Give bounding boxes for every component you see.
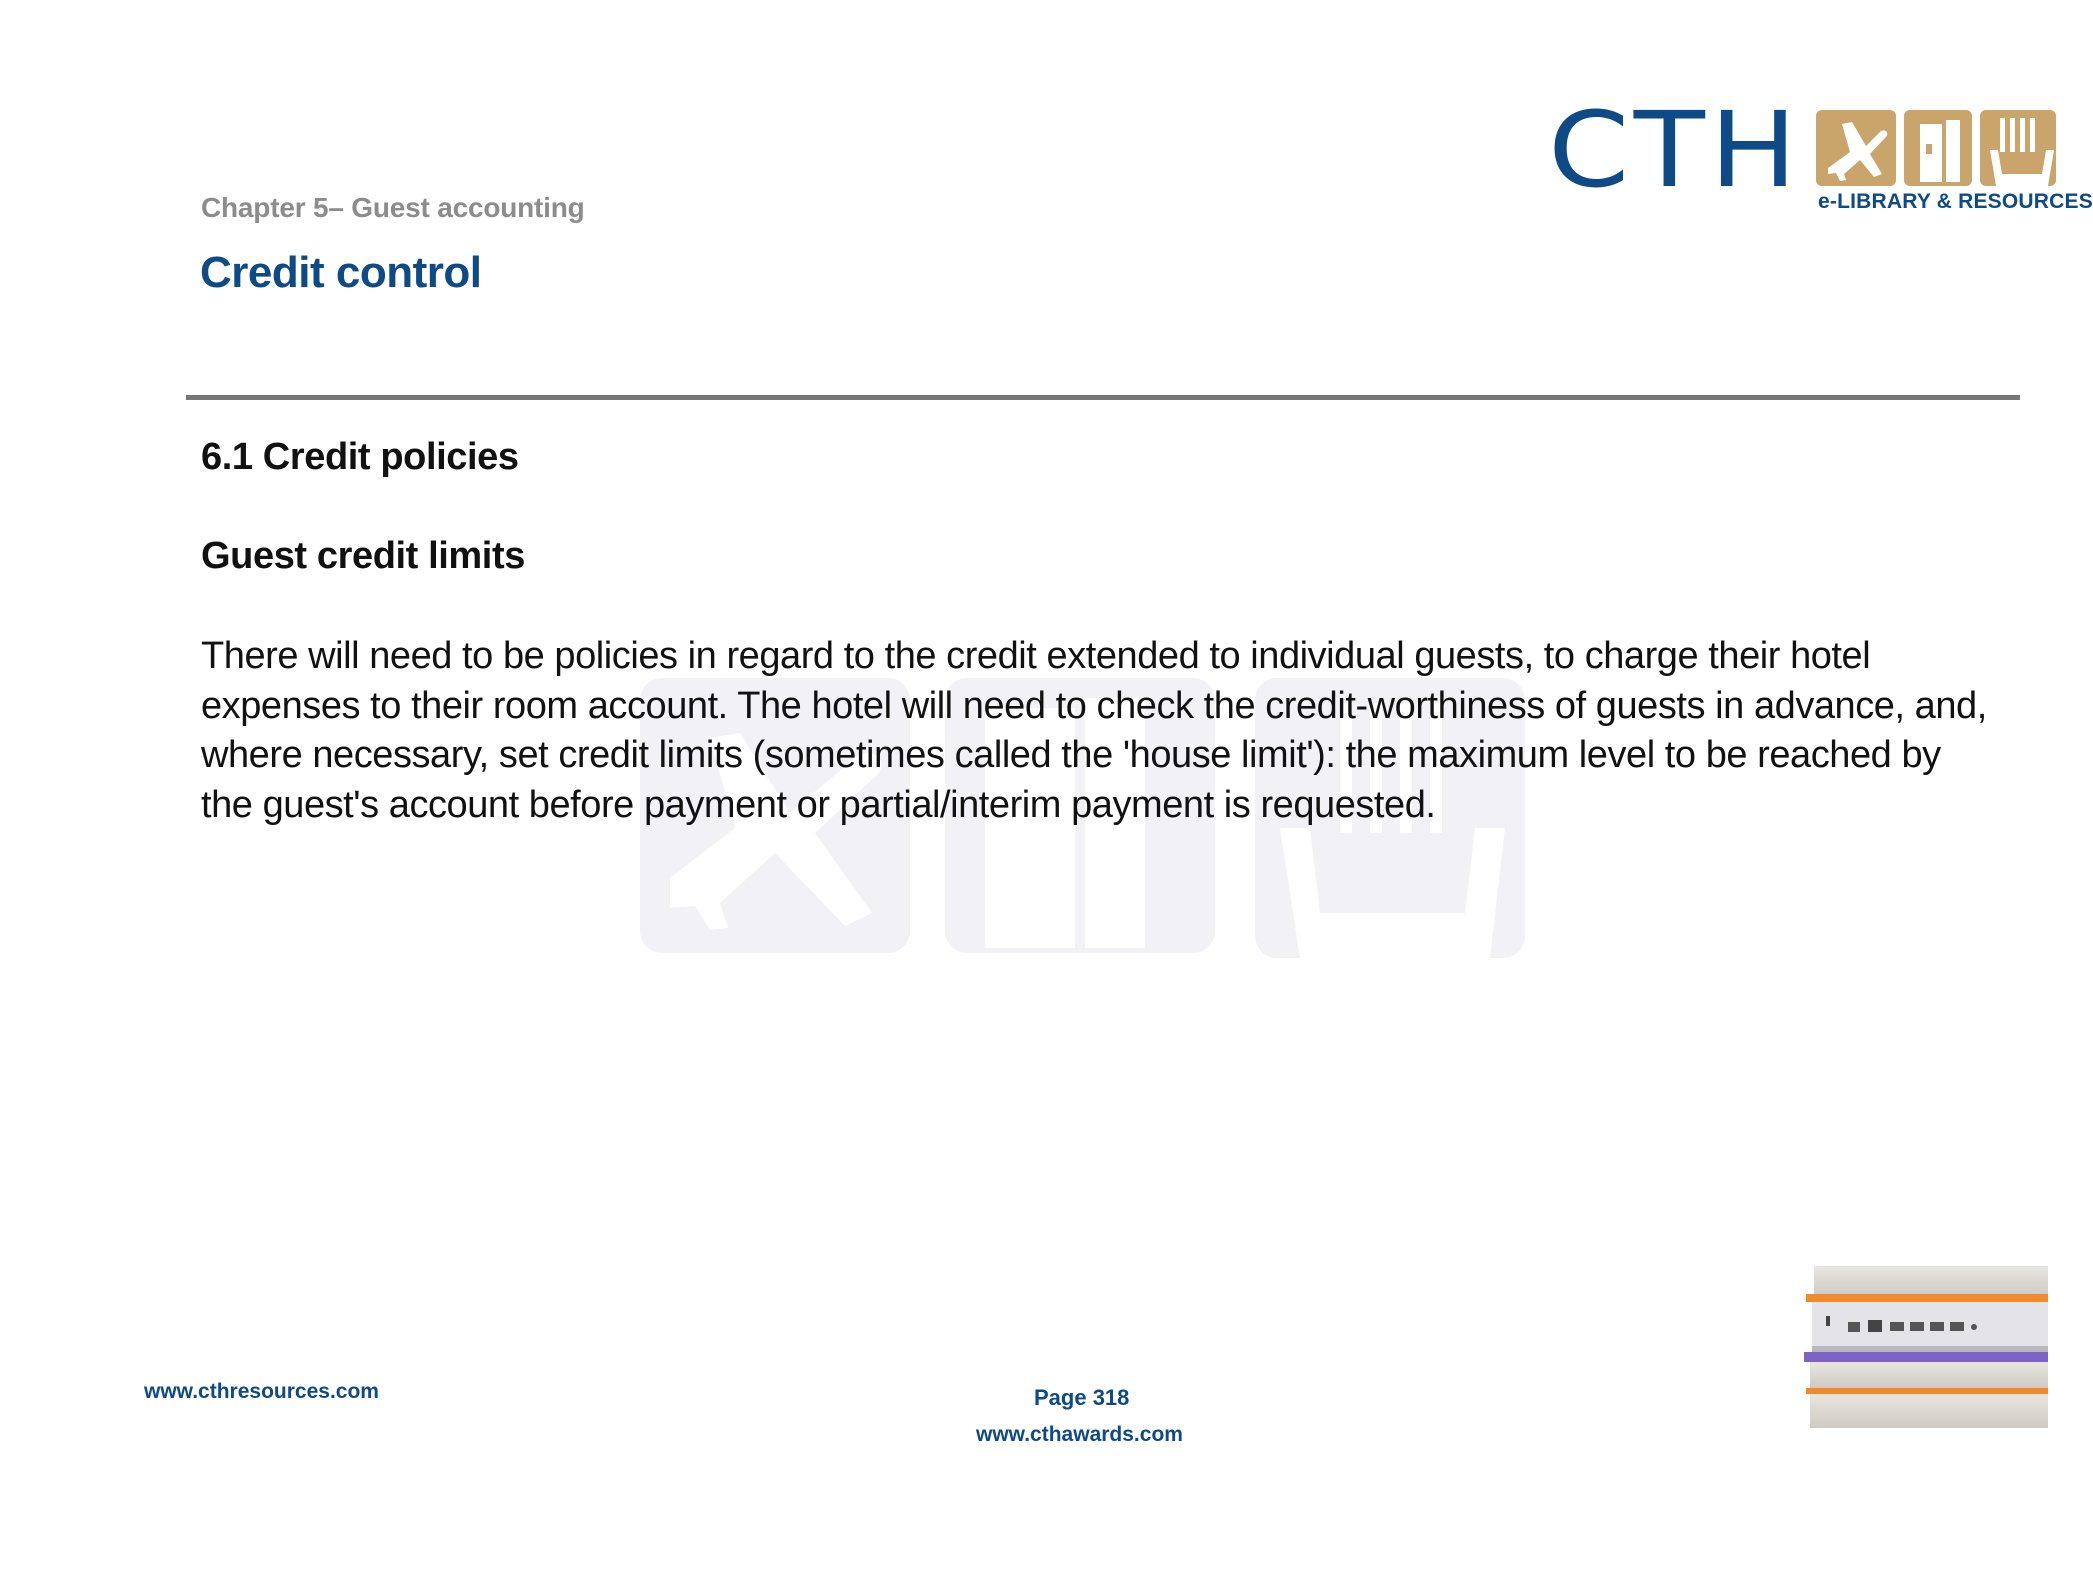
logo-letters: CTH — [1548, 89, 1802, 211]
airplane-icon — [1816, 110, 1896, 186]
fork-icon — [1980, 110, 2056, 186]
hotel-door-icon — [1904, 110, 1972, 186]
section-heading: 6.1 Credit policies — [201, 436, 519, 478]
footer-awards-link[interactable]: www.cthawards.com — [976, 1423, 1183, 1446]
footer-resources-link[interactable]: www.cthresources.com — [144, 1380, 379, 1403]
sub-heading: Guest credit limits — [201, 535, 525, 577]
body-paragraph: There will need to be policies in regard to the credit extended to individual guests, to charge their hotel expenses to their room account. The hotel will need to check the credit-worthiness of guests in advance, and, where necessary, set credit limits (sometimes called the 'house limit'): the maximum level to be reached by the guest's account before payment or partial/interim payment is requested. — [201, 635, 1987, 826]
logo-tagline: e-LIBRARY & RESOURCES — [1818, 190, 2093, 213]
cth-logo — [1548, 89, 2093, 220]
page-title: Credit control — [200, 248, 482, 297]
header-divider — [186, 395, 2020, 400]
chapter-label: Chapter 5– Guest accounting — [201, 192, 585, 223]
page-number: Page 318 — [1034, 1385, 1130, 1410]
books-stack-image — [1804, 1262, 2048, 1432]
